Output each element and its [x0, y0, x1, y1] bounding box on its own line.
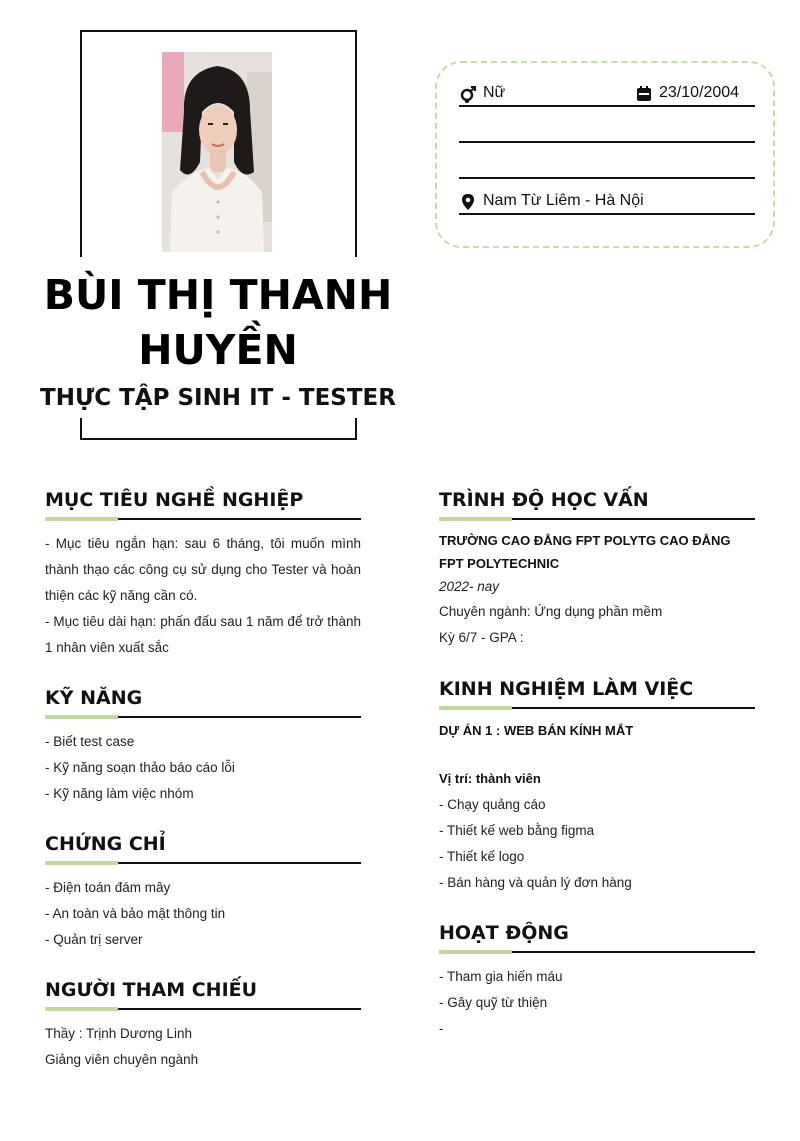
list-item: - Gây quỹ từ thiện: [439, 995, 548, 1010]
header-frame-bottom: [80, 418, 357, 440]
contact-row-email: [459, 155, 755, 179]
list-item: -: [439, 1021, 444, 1036]
location-pin-icon: [459, 193, 477, 211]
career-goal-long: - Mục tiêu dài hạn: phấn đấu sau 1 năm để trở thành 1 nhân viên xuất sắc: [45, 614, 361, 655]
profile-name: BÙI THỊ THANH HUYỀN: [43, 271, 393, 374]
study-period: 2022- nay: [439, 579, 500, 594]
section-title: NGƯỜI THAM CHIẾU: [45, 979, 258, 1001]
birthdate-value: 23/10/2004: [659, 84, 740, 101]
reference-name: Thầy : Trịnh Dương Linh: [45, 1026, 192, 1041]
section-experience: [439, 677, 755, 896]
section-title: KỸ NĂNG: [45, 687, 143, 709]
list-item: - Điện toán đám mây: [45, 880, 171, 895]
list-item: - Bán hàng và quản lý đơn hàng: [439, 875, 632, 890]
career-goal-short: - Mục tiêu ngắn hạn: sau 6 tháng, tôi muốn mình thành thạo các công cụ sử dụng cho Tester và hoàn thiện các kỹ năng cần có.: [45, 536, 361, 603]
section-title: MỤC TIÊU NGHỀ NGHIỆP: [45, 489, 304, 511]
list-item: - An toàn và bảo mật thông tin: [45, 906, 226, 921]
school-name: TRƯỜNG CAO ĐẲNG FPT POLYTG CAO ĐẲNG FPT POLYTECHNIC: [439, 533, 731, 571]
job-title: THỰC TẬP SINH IT - TESTER: [40, 385, 396, 411]
major: Chuyên ngành: Ứng dụng phần mềm: [439, 604, 663, 619]
section-rule: [439, 517, 755, 521]
section-title: TRÌNH ĐỘ HỌC VẤN: [439, 489, 649, 511]
list-item: - Biết test case: [45, 734, 135, 749]
section-activities: [439, 921, 755, 1042]
portrait-photo: [162, 52, 272, 252]
gender-icon: [459, 85, 477, 103]
section-rule: [439, 706, 755, 710]
list-item: - Chạy quảng cáo: [439, 797, 546, 812]
contact-row-phone: [459, 119, 755, 143]
section-title: KINH NGHIỆM LÀM VIỆC: [439, 678, 694, 700]
calendar-icon: [635, 85, 653, 103]
section-rule: [45, 517, 361, 521]
project-name: DỰ ÁN 1 : WEB BÁN KÍNH MẮT: [439, 723, 634, 738]
reference-role: Giảng viên chuyên ngành: [45, 1052, 199, 1067]
list-item: - Thiết kế web bằng figma: [439, 823, 595, 838]
list-item: - Kỹ năng làm việc nhóm: [45, 786, 194, 801]
section-rule: [45, 715, 361, 719]
section-rule: [45, 861, 361, 865]
address-value: Nam Từ Liêm - Hà Nội: [483, 192, 644, 209]
section-title: CHỨNG CHỈ: [45, 833, 166, 855]
list-item: - Quản trị server: [45, 932, 143, 947]
gender-value: Nữ: [483, 84, 506, 101]
list-item: - Thiết kế logo: [439, 849, 525, 864]
contact-row-address: [459, 191, 755, 215]
project-position: Vị trí: thành viên: [439, 771, 541, 786]
list-item: - Kỹ năng soạn thảo báo cáo lỗi: [45, 760, 235, 775]
section-certificates: [45, 832, 361, 953]
section-career-goal: [45, 488, 361, 661]
section-rule: [439, 950, 755, 954]
contact-box: [435, 61, 775, 248]
section-title: HOẠT ĐỘNG: [439, 922, 569, 944]
section-education: [439, 488, 755, 651]
list-item: - Tham gia hiến máu: [439, 969, 563, 984]
section-references: [45, 978, 361, 1073]
section-rule: [45, 1007, 361, 1011]
contact-row-gender-birthdate: [459, 83, 755, 107]
section-skills: [45, 686, 361, 807]
gpa: Kỳ 6/7 - GPA :: [439, 630, 524, 645]
